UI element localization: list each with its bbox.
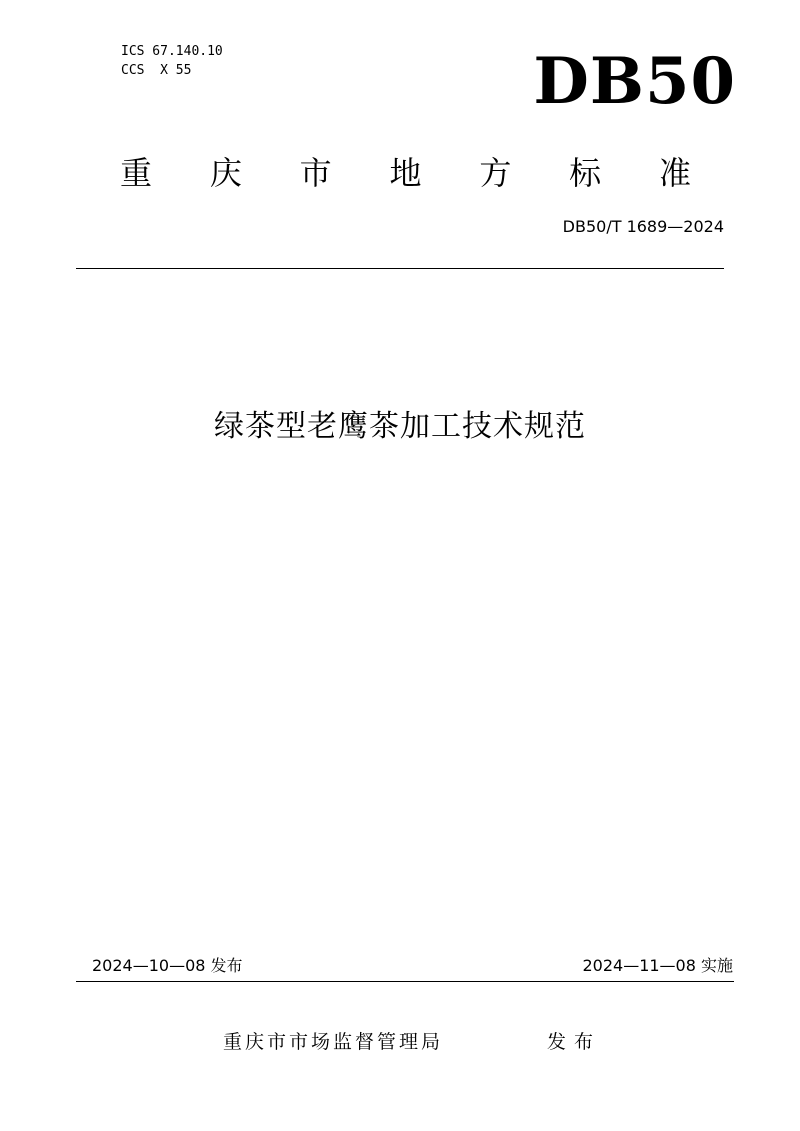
- footer-divider: [76, 981, 734, 982]
- standard-type-char: 庆: [209, 154, 242, 192]
- issue-label: 发布: [547, 1031, 602, 1053]
- ccs-code: CCS X 55: [121, 63, 192, 78]
- standard-logo: DB50: [533, 44, 736, 119]
- standard-type-char: 标: [569, 154, 602, 192]
- header-divider: [76, 268, 724, 269]
- document-title: 绿茶型老鹰茶加工技术规范: [214, 409, 586, 444]
- publish-date: 2024—10—08 发布: [92, 956, 243, 975]
- standard-type-heading: [80, 146, 724, 196]
- standard-type-char: 方: [479, 154, 512, 192]
- standard-type-char: 重: [120, 154, 153, 192]
- ics-code: ICS 67.140.10: [121, 44, 223, 59]
- standard-type-char: 市: [299, 154, 332, 192]
- standard-number: DB50/T 1689—2024: [562, 217, 724, 236]
- standard-type-char: 地: [389, 154, 422, 192]
- standard-type-char: 准: [658, 154, 691, 192]
- implement-date: 2024—11—08 实施: [582, 956, 733, 975]
- issuing-authority: 重庆市市场监督管理局: [223, 1031, 444, 1053]
